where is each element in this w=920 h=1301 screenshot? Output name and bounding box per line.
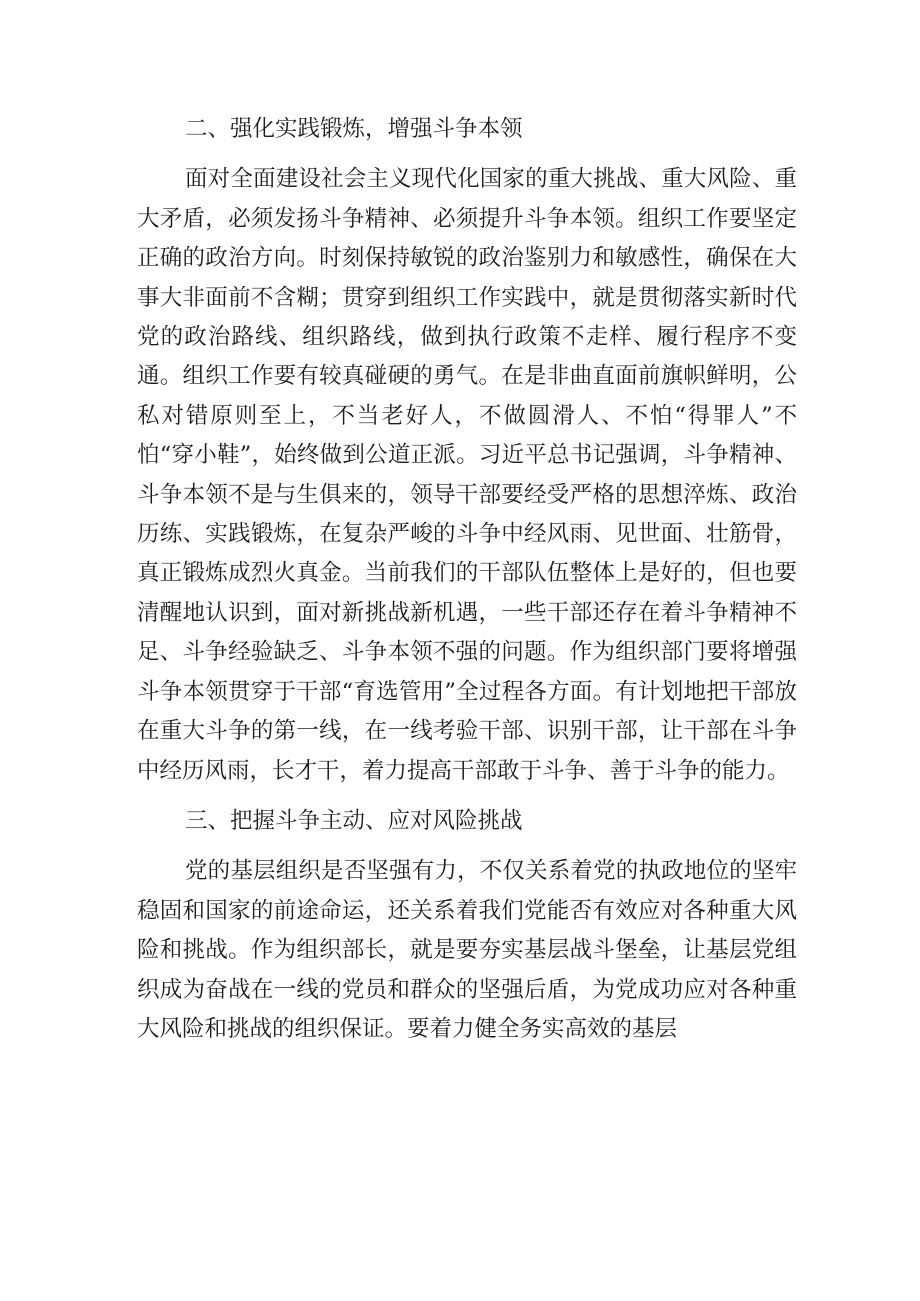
section-heading-2: 二、强化实践锻炼，增强斗争本领 [185,116,523,142]
document-body [137,110,797,1060]
section-paragraph-2: 面对全面建设社会主义现代化国家的重大挑战、重大风险、重大矛盾，必须发扬斗争精神、必须提升斗争本领。组织工作要坚定正确的政治方向。时刻保持敏锐的政治鉴别力和敏感性，确保在大事大非面前不含糊；贯穿到组织工作实践中，就是贯彻落实新时代党的政治路线、组织路线，做到执行政策不走样、履行程序不变通。组织工作要有较真碰硬的勇气。在是非曲直面前旗帜鲜明，公私对错原则至上，不当老好人，不做圆滑人、不怕“得罪人”不怕“穿小鞋”，始终做到公道正派。习近平总书记强调，斗争精神、斗争本领不是与生俱来的，领导干部要经受严格的思想淬炼、政治历练、实践锻炼，在复杂严峻的斗争中经风雨、见世面、壮筋骨，真正锻炼成烈火真金。当前我们的干部队伍整体上是好的，但也要清醒地认识到，面对新挑战新机遇，一些干部还存在着斗争精神不足、斗争经验缺乏、斗争本领不强的问题。作为组织部门要将增强斗争本领贯穿于干部“育选管用”全过程各方面。有计划地把干部放在重大斗争的第一线，在一线考验干部、识别干部，让干部在斗争中经历风雨，长才干，着力提高干部敢于斗争、善于斗争的能力。 [137,166,797,784]
section-paragraph-3: 党的基层组织是否坚强有力，不仅关系着党的执政地位的坚牢稳固和国家的前途命运，还关系着我们党能否有效应对各种重大风险和挑战。作为组织部长，就是要夯实基层战斗堡垒，让基层党组织成为奋战在一线的党员和群众的坚强后盾，为党成功应对各种重大风险和挑战的组织保证。要着力健全务实高效的基层 [137,858,797,1042]
section-heading-3: 三、把握斗争主动、应对风险挑战 [185,807,523,834]
